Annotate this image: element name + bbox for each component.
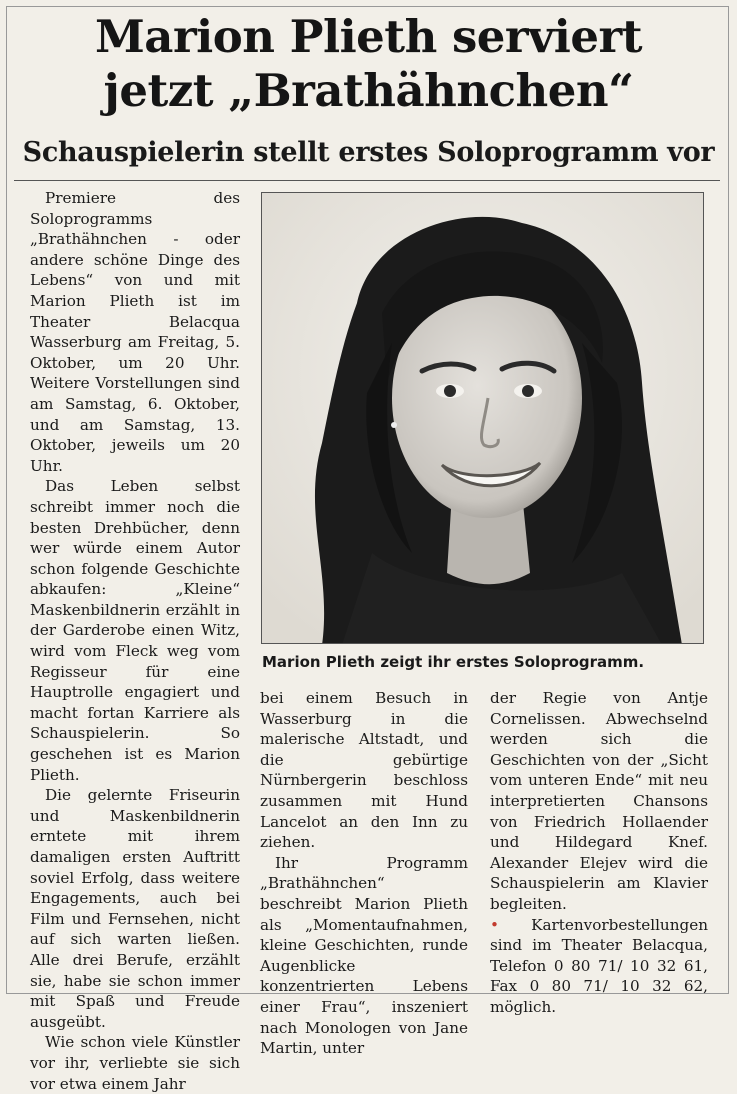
paragraph: der Regie von Antje Cornelissen. Abwechselnd werden sich die Geschichten von der „Sicht vom unteren Ende“ mit neu interpretierten Chansons von Friedrich Hollaender und Hildegard Knef. Alexander Elejev wird die Schauspielerin am Klavier begleiten. — [490, 689, 708, 913]
ticket-info: Kartenvorbestellungen sind im Theater Belacqua, Telefon 0 80 71/ 10 32 61, Fax 0 80 71/ 10 32 62, möglich. — [490, 915, 708, 1016]
header-divider — [14, 180, 720, 181]
headline-line-2: jetzt „Brathähnchen“ — [103, 64, 634, 117]
article-column-1 — [30, 188, 240, 1094]
paragraph: Die gelernte Friseurin und Maskenbildnerin erntete mit ihrem damaligen ersten Auftritt soviel Erfolg, dass weitere Engagements, auch bei Film und Fernsehen, nicht auf sich warten ließen. Alle drei Berufe, erzählt sie, habe sie schon immer mit Spaß und Freude ausgeübt. — [30, 786, 240, 1031]
paragraph: Das Leben selbst schreibt immer noch die besten Drehbücher, denn wer würde einem Autor schon folgende Geschichte abkaufen: „Kleine“ Maskenbildnerin erzählt in der Garderobe einen Witz, wird vom Fleck weg vom Regisseur für eine Hauptrolle engagiert und macht fortan Karriere als Schauspielerin. So geschehen ist es Marion Plieth. — [30, 477, 240, 784]
photo-caption: Marion Plieth zeigt ihr erstes Soloprogramm. — [262, 653, 645, 671]
bullet-icon: • — [490, 915, 499, 934]
paragraph: bei einem Besuch in Wasserburg in die malerische Altstadt, und die gebürtige Nürnbergerin beschloss zusammen mit Hund Lancelot an den Inn zu ziehen. — [260, 689, 468, 852]
article-column-3 — [490, 688, 708, 1018]
portrait-photo — [261, 192, 704, 644]
article-column-2 — [260, 688, 468, 1059]
subheadline: Schauspielerin stellt erstes Soloprogramm vor — [22, 137, 715, 168]
paragraph — [490, 915, 708, 1018]
paragraph: Premiere des Soloprogramms „Brathähnchen - oder andere schöne Dinge des Lebens“ von und mit Marion Plieth ist im Theater Belacqua Wasserburg am Freitag, 5. Oktober, um 20 Uhr. Weitere Vorstellungen sind am Samstag, 6. Oktober, und am Samstag, 13. Oktober, jeweils um 20 Uhr. — [30, 189, 240, 475]
paragraph: Wie schon viele Künstler vor ihr, verliebte sie sich vor etwa einem Jahr — [30, 1033, 240, 1093]
portrait-photo-icon — [262, 193, 704, 644]
headline-line-1: Marion Plieth serviert — [94, 10, 643, 63]
paragraph: Ihr Programm „Brathähnchen“ beschreibt Marion Plieth als „Momentaufnahmen, kleine Geschichten, runde Augenblicke konzentrierten Lebens einer Frau“, inszeniert nach Monologen von Jane Martin, unter — [260, 853, 468, 1058]
